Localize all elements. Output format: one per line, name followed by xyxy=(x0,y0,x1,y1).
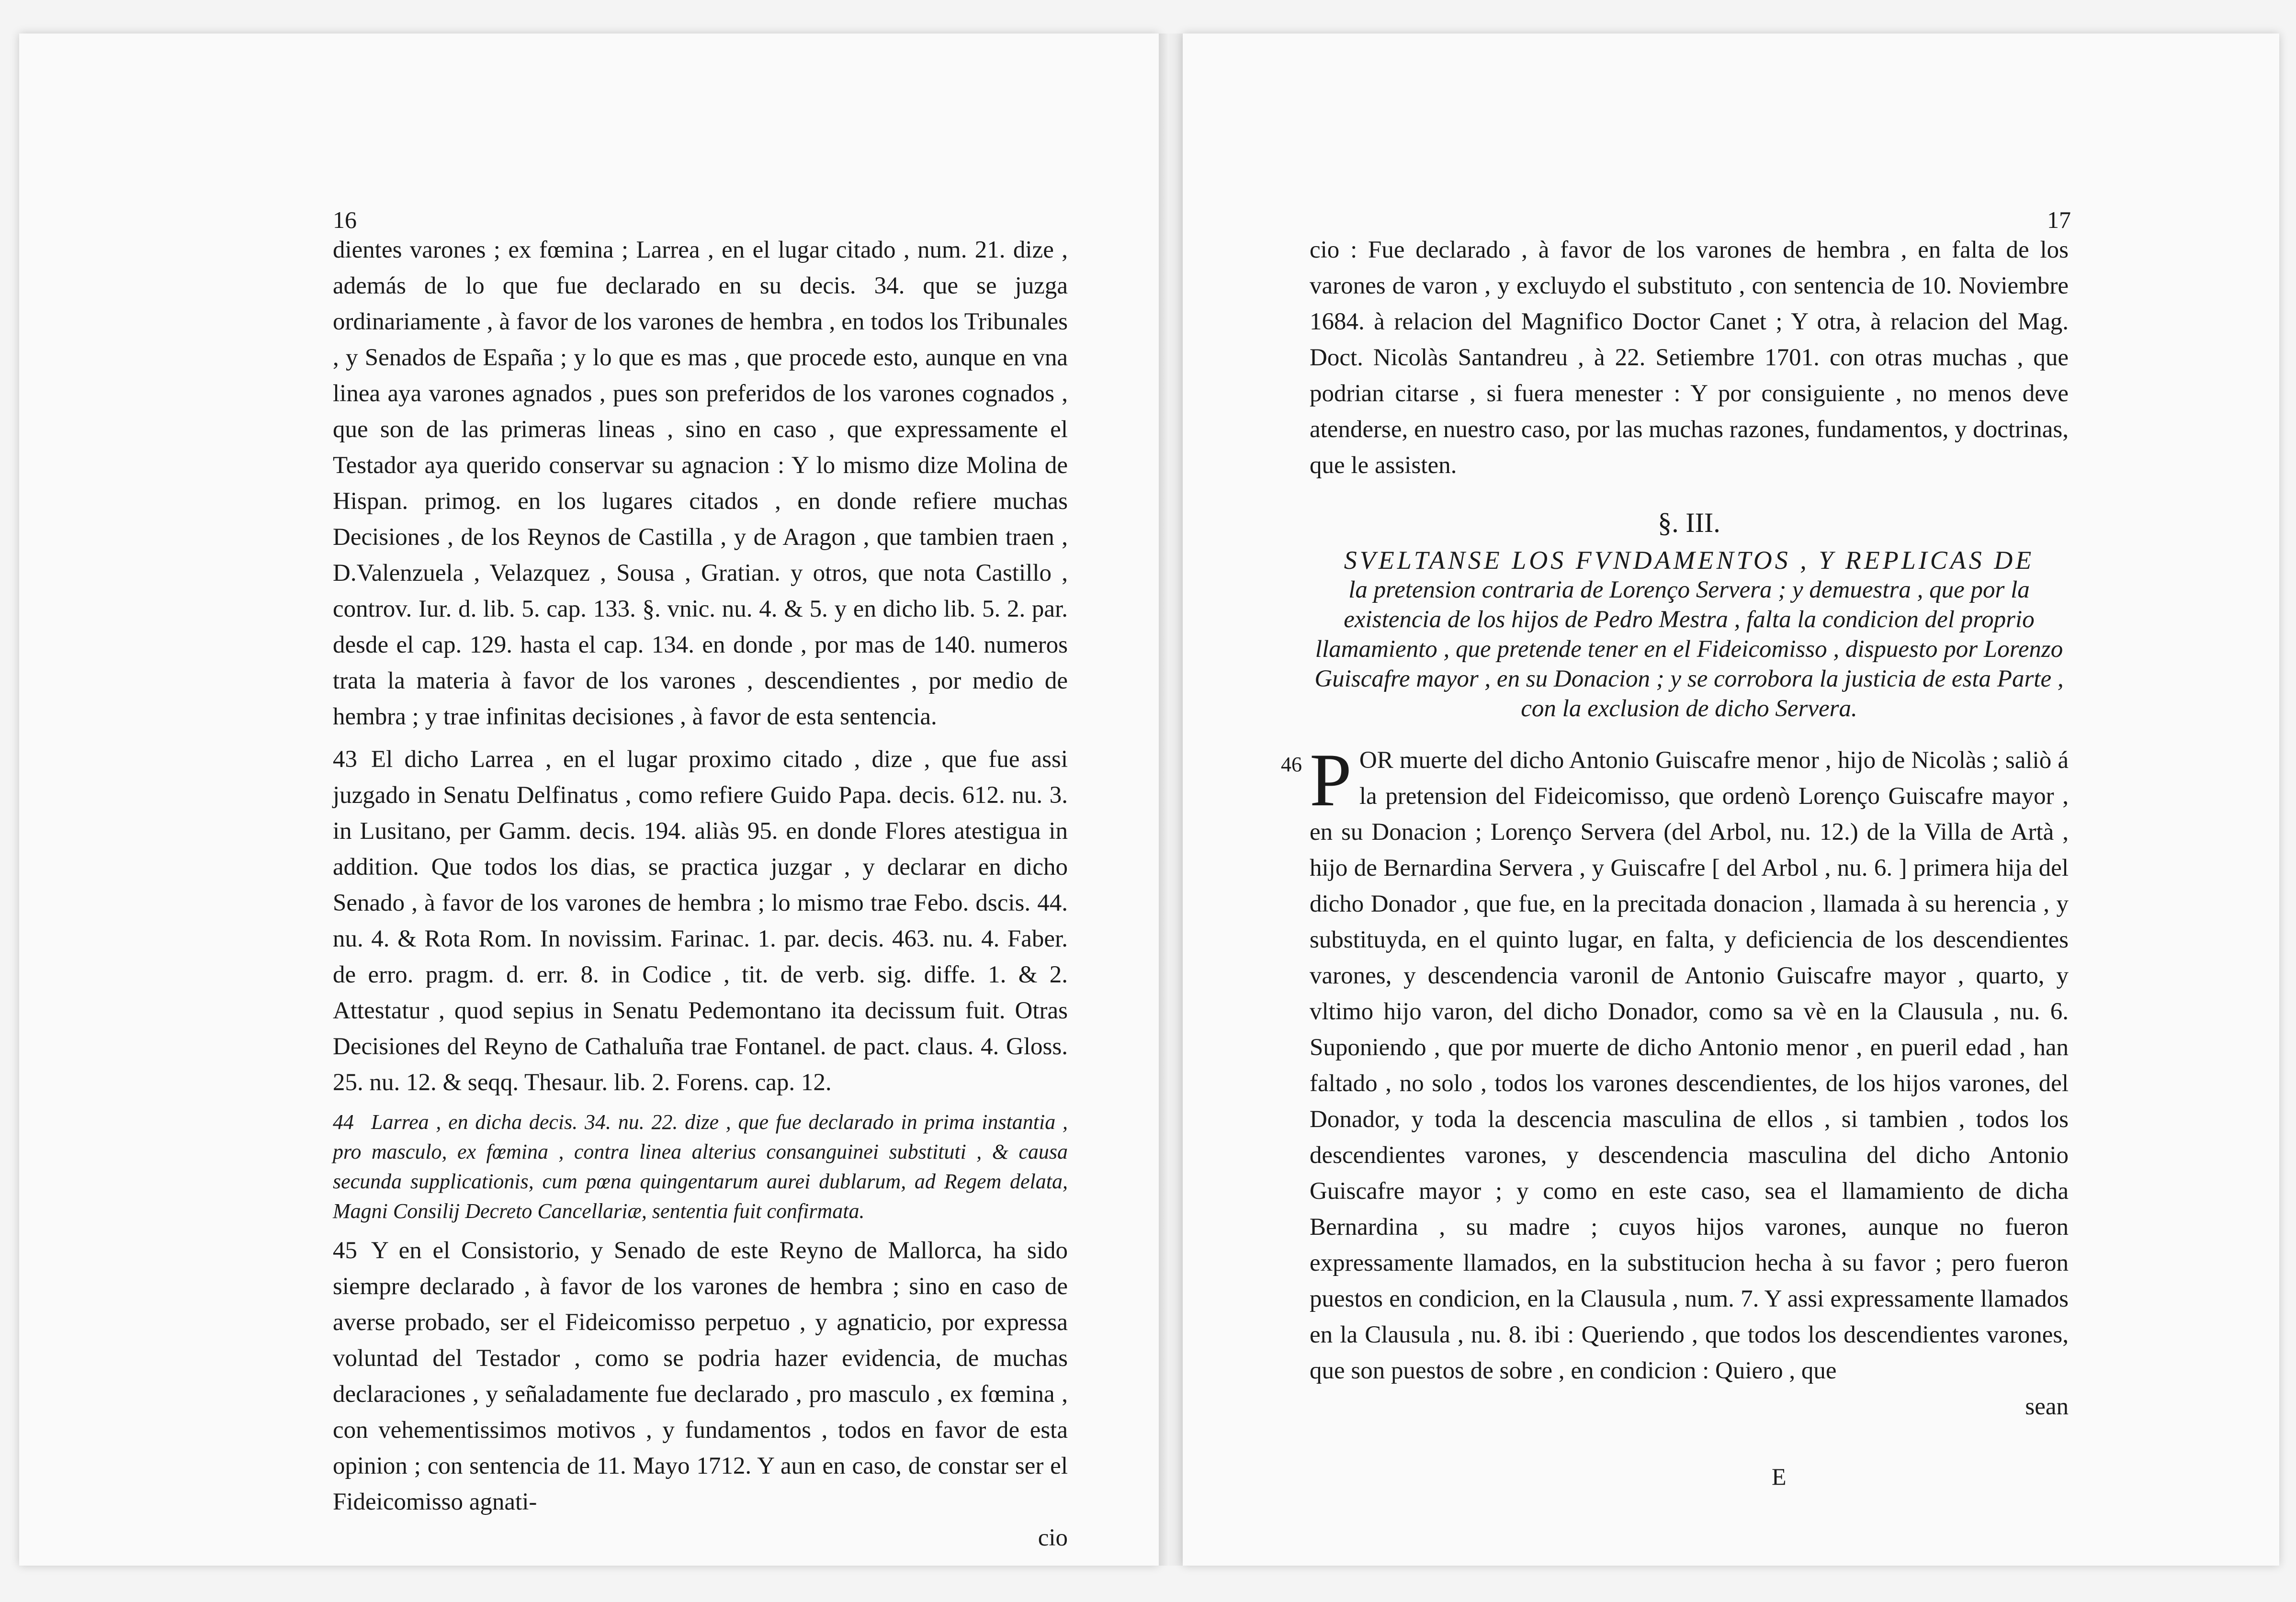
paragraph-number: 45 xyxy=(333,1237,357,1264)
paragraph-text: Y en el Consistorio, y Senado de este Reyno de Mallorca, ha sido siempre declarado , à favor de los varones de hembra ; sino en caso de averse probado, ser el Fideicomisso perpetuo , y agnaticio, por expressa voluntad del Testador , como se podria hazer evidencia, de muchas declaraciones , y señaladamente fue declarado , pro masculo , ex fœmina , con vehementissimos motivos , y fundamentos , todos en favor de esta opinion ; con sentencia de 11. Mayo 1712. Y aun en caso, de constar ser el Fideicomisso agnati- xyxy=(333,1237,1068,1515)
book-gutter xyxy=(1159,34,1183,1566)
paragraph-continuation: cio : Fue declarado , à favor de los varones de hembra , en falta de los varones de varon , y excluydo el substituto , con sentencia de 10. Noviembre 1684. à relacion del Magnifico Doctor Canet ; Y otra, à relacion del Mag. Doct. Nicolàs Santandreu , à 22. Setiembre 1701. con otras muchas , que podrian citarse , si fuera menester : Y por consiguiente , no menos deve atenderse, en nuestro caso, por las muchas razones, fundamentos, y doctrinas, que le assisten. xyxy=(1310,237,2069,479)
paragraph-43 xyxy=(333,742,1068,1101)
paragraph-45 xyxy=(333,1233,1068,1520)
paragraph-continuation: dientes varones ; ex fœmina ; Larrea , en el lugar citado , num. 21. dize , además de lo que fue declarado en su decis. 34. que se juzga ordinariamente , à favor de los varones de hembra , en todos los Tribunales , y Senados de España ; y lo que es mas , que procede esto, aunque en vna linea aya varones agnados , pues son preferidos de los varones cognados , que son de las primeras lineas , sino en caso , que expressamente el Testador aya querido conservar su agnacion : Y lo mismo dize Molina de Hispan. primog. en los lugares citados , en donde refiere muchas Decisiones , de los Reynos de Castilla , y de Aragon , que tambien traen , D.Valenzuela , Velazquez , Sousa , Gratian. y otros, que nota Castillo , controv. Iur. d. lib. 5. cap. 133. §. vnic. nu. 4. & 5. y en dicho lib. 5. 2. par. desde el cap. 129. hasta el cap. 134. en donde , por mas de 140. numeros trata la materia à favor de los varones , descendientes , por medio de hembra ; y trae infinitas decisiones , à favor de esta sentencia. xyxy=(333,237,1068,730)
paragraph-number: 44 xyxy=(333,1110,354,1134)
paragraph-number: 43 xyxy=(333,746,357,773)
catchword: sean xyxy=(2025,1393,2069,1420)
paragraph-text: OR muerte del dicho Antonio Guiscafre menor , hijo de Nicolàs ; saliò á la pretension del Fideicomisso, que ordenò Lorenço Guiscafre mayor , en su Donacion ; Lorenço Servera (del Arbol, nu. 12.) de la Villa de Artà , hijo de Bernardina Servera , y Guiscafre [ del Arbol , nu. 6. ] primera hija del dicho Donador , que fue, en la precitada donacion , llamada à su herencia , y substituyda, en el quinto lugar, en falta, y deficiencia de los descendientes varones, y descendencia varonil de Antonio Guiscafre mayor , quarto, y vltimo hijo varon, del dicho Donador, como sa vè en la Clausula , nu. 6. Suponiendo , que por muerte de dicho Antonio menor , en pueril edad , han faltado , no solo , todos los varones descendientes, de los hijos varones, del Donador, y toda la descencia masculina de ellos , si tambien , todos los descendientes varones, y descendencia masculina del dicho Antonio Guiscafre mayor ; y como en este caso, sea el llamamiento de dicha Bernardina , su madre ; cuyos hijos varones, aunque no fueron expressamente llamados, en la substitucion hecha à su favor ; pero fueron puestos en condicion, en la Clausula , num. 7. Y assi expressamente llamados en la Clausula , nu. 8. ibi : Queriendo , que todos los descendientes varones, que son puestos de sobre , en condicion : Quiero , que xyxy=(1310,747,2069,1384)
rubric-heading: SVELTANSE LOS FVNDAMENTOS , Y REPLICAS DE xyxy=(1344,546,2035,575)
rubric-text: la pretension contraria de Lorenço Servera ; y demuestra , que por la existencia de los hijos de Pedro Mestra , falta la condicion del proprio llamamiento , que pretende tener en el Fideicomisso , dispuesto por Lorenzo Guiscafre mayor , en su Donacion ; y se corrobora la justicia de esta Parte , con la exclusion de dicho Servera. xyxy=(1314,576,2064,722)
page-number: 16 xyxy=(333,206,357,233)
left-text-block xyxy=(333,232,1068,1556)
paragraph-text: El dicho Larrea , en el lugar proximo citado , dize , que fue assi juzgado in Senatu Delfinatus , como refiere Guido Papa. decis. 612. nu. 3. in Lusitano, per Gamm. decis. 194. aliàs 95. en donde Flores atestigua in addition. Que todos los dias, se practica juzgar , y declarar en dicho Senado , à favor de los varones de hembra ; lo mismo trae Febo. dscis. 44. nu. 4. & Rota Rom. In novissim. Farinac. 1. par. decis. 463. nu. 4. Faber. de erro. pragm. d. err. 8. in Codice , tit. de verb. sig. diffe. 1. & 2. Attestatur , quod sepius in Senatu Pedemontano ita decissum fuit. Otras Decisiones del Reyno de Cathaluña trae Fontanel. de pact. claus. 4. Gloss. 25. nu. 12. & seqq. Thesaur. lib. 2. Forens. cap. 12. xyxy=(333,746,1068,1096)
paragraph-44 xyxy=(333,1107,1068,1226)
paragraph-number: 46 xyxy=(1281,753,1302,776)
section-rubric xyxy=(1310,545,2069,723)
page-number: 17 xyxy=(2047,206,2071,233)
paragraph-46 xyxy=(1281,738,2069,1389)
right-text-block xyxy=(1281,232,2069,1425)
paragraph-text: Larrea , en dicha decis. 34. nu. 22. dize , que fue declarado in prima instantia , pro masculo, ex fœmina , contra linea alterius consanguinei substituti , & causa secunda supplicationis, cum pœna quingentarum aurei dublarum, ad Regem delata, Magni Consilij Decreto Cancellariæ, sententia fuit confirmata. xyxy=(333,1110,1068,1223)
left-page xyxy=(19,34,1159,1566)
right-page xyxy=(1183,34,2279,1566)
catchword: cio xyxy=(1038,1524,1068,1551)
signature-mark: E xyxy=(1772,1463,1787,1490)
drop-capital: P xyxy=(1310,738,1352,822)
section-title: §. III. xyxy=(1658,507,1720,538)
